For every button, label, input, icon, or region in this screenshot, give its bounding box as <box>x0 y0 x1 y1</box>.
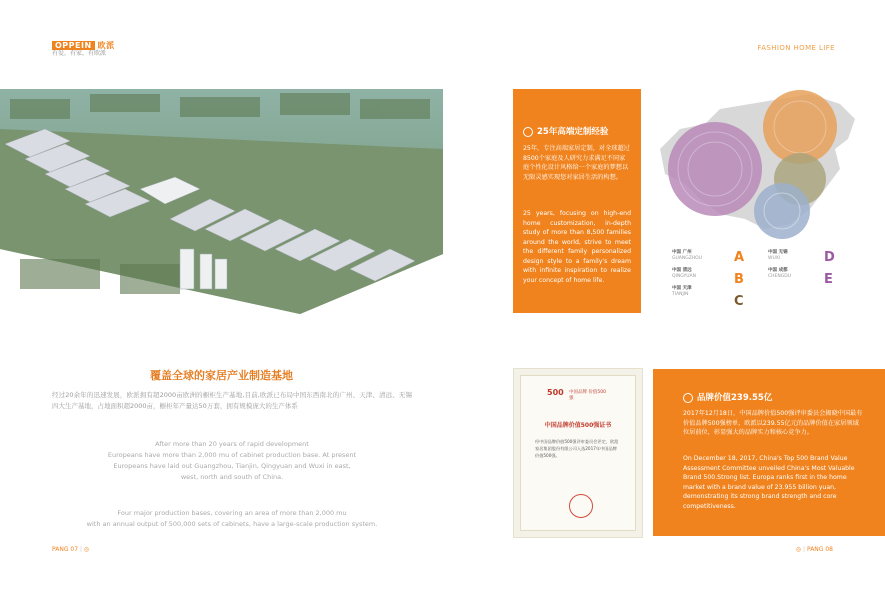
experience-panel <box>513 89 641 313</box>
fashion-title: FASHION HOME LIFE <box>757 44 835 52</box>
experience-cn-text: 25年，专注高端家居定制，对全球超过8500个家庭及人研究力求满足不同家庭个性化设计风格给一个家庭的梦想以无限灵感实现您对家居生活的构想。 <box>523 145 630 181</box>
experience-title <box>523 125 608 137</box>
certificate-seal-icon <box>569 494 593 518</box>
legend-item: 中国 天津 TIANJIN <box>672 286 692 297</box>
legend-item: 中国 清远 QINGYUAN <box>672 268 696 279</box>
circle-icon <box>683 393 693 403</box>
tagline: 有爱，有家，有欧派 <box>52 50 107 57</box>
en-line: Europeans have more than 2,000 mu of cabinet production base. At present <box>107 451 357 459</box>
certificate-badge-title: 中国品牌 价值500强 <box>569 390 607 401</box>
en-line: After more than 20 years of rapid development <box>155 440 309 448</box>
legend-item: 中国 广州 GUANGZHOU <box>672 250 703 261</box>
circle-icon <box>523 127 533 137</box>
map-legend-left <box>672 250 732 298</box>
page-label: PANG 07 <box>52 546 79 553</box>
page-icon: ◎ <box>795 546 802 553</box>
certificate-heading: 中国品牌价值500强证书 <box>544 422 612 429</box>
page-number-right: ◎ | PANG 08 <box>795 546 833 553</box>
experience-en-text: 25 years, focusing on high-end home customization, in-depth study of more than 8,500 families around the world, strive to meet the different family personalized design style to a family's dream with infinite inspiration to realize your concept of home life. <box>523 210 631 284</box>
en-line: west, north and south of China. <box>180 473 284 481</box>
logo-brand: OPPEIN <box>52 41 95 50</box>
legend-letter-d: D <box>824 250 835 265</box>
legend-item: 中国 无锡 WUXI <box>768 250 788 261</box>
certificate-frame <box>520 375 636 531</box>
legend-letter-a: A <box>734 250 745 265</box>
china-map-illustration <box>650 89 860 249</box>
page-number-left: PANG 07 | ◎ <box>52 546 90 553</box>
certificate-badge: 500 <box>547 388 564 397</box>
en-line: Four major production bases, covering an area of more than 2,000 mu <box>117 509 347 517</box>
page-label: PANG 08 <box>806 546 833 553</box>
legend-item: 中国 成都 CHENGDU <box>768 268 791 279</box>
brand-value-title <box>683 391 772 403</box>
map-legend-right <box>768 250 823 280</box>
brand-certificate <box>513 368 643 538</box>
manufacturing-en-para2 <box>52 508 412 530</box>
brand-value-cn-text: 2017年12月18日，中国品牌价值500强评审委员会揭晓中国最有价值品牌500强榜单，欧派以239.55亿元的品牌价值在家居领域位居前位，彰显强大的品牌实力和核心竞争力。 <box>683 410 863 436</box>
en-line: with an annual output of 500,000 sets of cabinets, have a large-scale production system. <box>86 520 378 528</box>
brand-value-title-text: 品牌价值239.55亿 <box>697 393 773 403</box>
factory-aerial-image <box>0 89 443 314</box>
en-line: Europeans have laid out Guangzhou, Tianjin, Qingyuan and Wuxi in east, <box>113 462 351 470</box>
certificate-body: 经中国品牌价值500强评审委员会评定，欧派家居集团股份有限公司入选2017年中国品牌价值500强。 <box>535 439 619 458</box>
manufacturing-cn-text: 经过20余年的迅速发展，欧派拥有超2000亩欧洲的橱柜生产基地,目前,欧派已布局中国东西南北的广州、天津、清远、无锡四大生产基地，占地面积超2000亩，橱柜年产量达50万套，拥有规模庞大的生产体系 <box>52 391 412 410</box>
manufacturing-heading: 覆盖全球的家居产业制造基地 <box>150 369 293 382</box>
page-icon: ◎ <box>83 546 90 553</box>
brand-value-en-text: On December 18, 2017, China's Top 500 Brand Value Assessment Committee unveiled China's Most Valuable Brand 500.Strong list. Europa ranks first in the home market with a brand value of 23.955 billion yuan, demonstrating its strong brand strength and core competitiveness. <box>683 455 855 510</box>
legend-letter-b: B <box>734 272 744 287</box>
brand-value-panel <box>653 369 885 536</box>
logo-cn: 欧派 <box>97 41 115 50</box>
experience-title-text: 25年高端定制经验 <box>537 127 609 137</box>
manufacturing-en-para1 <box>52 439 412 483</box>
legend-letter-e: E <box>824 272 833 287</box>
legend-letter-c: C <box>734 294 744 309</box>
